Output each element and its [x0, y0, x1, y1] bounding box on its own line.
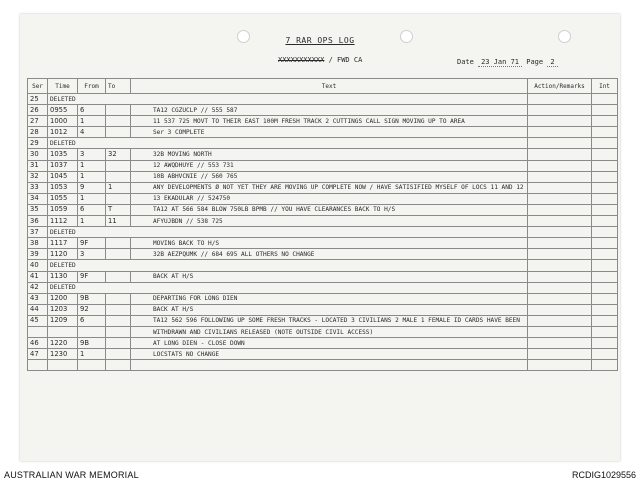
- cell-to: 32: [106, 149, 131, 160]
- cell-int: [592, 171, 618, 182]
- header-text: Text: [131, 79, 528, 94]
- cell-int: [592, 293, 618, 304]
- page-label: Page: [526, 58, 544, 66]
- cell-action: [528, 182, 592, 193]
- cell-to: [106, 127, 131, 138]
- cell-to: [106, 249, 131, 260]
- cell-time: 1045: [48, 171, 78, 182]
- cell-ser: 47: [28, 349, 48, 360]
- cell-int: [592, 349, 618, 360]
- log-row: [28, 116, 618, 127]
- log-row: [28, 171, 618, 182]
- log-row: [28, 238, 618, 249]
- cell-action: [528, 315, 592, 326]
- header-action: Action/Remarks: [528, 79, 592, 94]
- cell-to: [106, 105, 131, 116]
- cell-from: [78, 360, 106, 371]
- cell-action: [528, 94, 592, 105]
- cell-time: 1117: [48, 238, 78, 249]
- cell-action: [528, 127, 592, 138]
- log-row: [28, 127, 618, 138]
- cell-time: 1037: [48, 160, 78, 171]
- cell-ser: [28, 360, 48, 371]
- cell-from: 9F: [78, 238, 106, 249]
- cell-ser: 41: [28, 271, 48, 282]
- cell-action: [528, 260, 592, 271]
- cell-to: [106, 116, 131, 127]
- cell-int: [592, 282, 618, 293]
- cell-action: [528, 338, 592, 349]
- cell-ser: 31: [28, 160, 48, 171]
- cell-action: [528, 326, 592, 337]
- cell-int: [592, 105, 618, 116]
- footer-source: AUSTRALIAN WAR MEMORIAL: [4, 470, 139, 480]
- cell-text: MOVING BACK TO H/S: [131, 238, 528, 249]
- cell-int: [592, 326, 618, 337]
- cell-deleted: DELETED: [48, 282, 528, 293]
- cell-int: [592, 127, 618, 138]
- log-row: [28, 271, 618, 282]
- cell-text: Ser 3 COMPLETE: [131, 127, 528, 138]
- cell-int: [592, 338, 618, 349]
- cell-from: [78, 326, 106, 337]
- cell-time: 1059: [48, 204, 78, 215]
- cell-ser: 32: [28, 171, 48, 182]
- cell-ser: 37: [28, 227, 48, 238]
- cell-text: BACK AT H/S: [131, 304, 528, 315]
- cell-text: TA12 CGZUCLP // 555 587: [131, 105, 528, 116]
- cell-time: 1035: [48, 149, 78, 160]
- cell-from: 1: [78, 216, 106, 227]
- log-row: [28, 304, 618, 315]
- cell-action: [528, 271, 592, 282]
- cell-ser: 45: [28, 315, 48, 326]
- cell-ser: 42: [28, 282, 48, 293]
- cell-time: 1230: [48, 349, 78, 360]
- header-row: [28, 79, 618, 94]
- log-row: [28, 315, 618, 326]
- cell-text: AFYUJBDN // 538 725: [131, 216, 528, 227]
- cell-int: [592, 160, 618, 171]
- cell-text: WITHDRAWN AND CIVILIANS RELEASED (NOTE OUTSIDE CIVIL ACCESS): [131, 326, 528, 337]
- cell-from: 9: [78, 182, 106, 193]
- cell-action: [528, 105, 592, 116]
- cell-from: 6: [78, 204, 106, 215]
- log-row: [28, 216, 618, 227]
- cell-int: [592, 138, 618, 149]
- log-row: [28, 204, 618, 215]
- unit-struck: XXXXXXXXXXX: [278, 56, 325, 64]
- cell-ser: 40: [28, 260, 48, 271]
- cell-to: [106, 293, 131, 304]
- cell-time: 0955: [48, 105, 78, 116]
- cell-from: 3: [78, 249, 106, 260]
- cell-text: 11 537 725 MOVT TO THEIR EAST 100M FRESH TRACK 2 CUTTINGS CALL SIGN MOVING UP TO AREA: [131, 116, 528, 127]
- cell-text: BACK AT H/S: [131, 271, 528, 282]
- cell-time: 1120: [48, 249, 78, 260]
- cell-ser: [28, 326, 48, 337]
- cell-int: [592, 304, 618, 315]
- cell-to: T: [106, 204, 131, 215]
- log-row: [28, 182, 618, 193]
- unit-line: [278, 56, 362, 64]
- cell-int: [592, 238, 618, 249]
- log-row: [28, 138, 618, 149]
- cell-text: LOCSTATS NO CHANGE: [131, 349, 528, 360]
- cell-time: 1200: [48, 293, 78, 304]
- cell-int: [592, 360, 618, 371]
- cell-from: 6: [78, 105, 106, 116]
- cell-ser: 35: [28, 204, 48, 215]
- cell-action: [528, 349, 592, 360]
- cell-deleted: DELETED: [48, 138, 528, 149]
- cell-from: 1: [78, 171, 106, 182]
- log-row: [28, 105, 618, 116]
- cell-action: [528, 216, 592, 227]
- cell-to: [106, 338, 131, 349]
- cell-text: ANY DEVELOPMENTS Ø NOT YET THEY ARE MOVING UP COMPLETE NOW / HAVE SATISIFIED MYSELF OF LOCS 11 AND 12: [131, 182, 528, 193]
- cell-ser: 39: [28, 249, 48, 260]
- log-row: [28, 193, 618, 204]
- cell-int: [592, 193, 618, 204]
- log-sheet: [20, 14, 620, 461]
- cell-text: TA12 562 596 FOLLOWING UP SOME FRESH TRACKS - LOCATED 3 CIVILIANS 2 MALE 1 FEMALE ID CARDS HAVE BEEN: [131, 315, 528, 326]
- cell-action: [528, 249, 592, 260]
- cell-from: 9B: [78, 293, 106, 304]
- cell-action: [528, 204, 592, 215]
- cell-action: [528, 293, 592, 304]
- cell-ser: 34: [28, 193, 48, 204]
- cell-text: TA12 AT 566 584 BLOW 750LB BPMB // YOU HAVE CLEARANCES BACK TO H/S: [131, 204, 528, 215]
- cell-ser: 43: [28, 293, 48, 304]
- cell-action: [528, 149, 592, 160]
- cell-time: [48, 360, 78, 371]
- unit-suffix: / FWD CA: [324, 56, 363, 64]
- cell-text: 32B MOVING NORTH: [131, 149, 528, 160]
- cell-from: 1: [78, 193, 106, 204]
- cell-text: 12 AWQDHUYE // 553 731: [131, 160, 528, 171]
- cell-time: 1209: [48, 315, 78, 326]
- date-label: Date: [457, 58, 474, 66]
- cell-int: [592, 216, 618, 227]
- cell-time: 1055: [48, 193, 78, 204]
- cell-time: 1112: [48, 216, 78, 227]
- cell-int: [592, 94, 618, 105]
- log-row: [28, 227, 618, 238]
- cell-int: [592, 116, 618, 127]
- cell-ser: 26: [28, 105, 48, 116]
- cell-ser: 27: [28, 116, 48, 127]
- cell-int: [592, 271, 618, 282]
- cell-deleted: DELETED: [48, 260, 528, 271]
- cell-time: 1053: [48, 182, 78, 193]
- cell-action: [528, 360, 592, 371]
- log-row: [28, 338, 618, 349]
- cell-from: 1: [78, 160, 106, 171]
- cell-time: [48, 326, 78, 337]
- log-row: [28, 349, 618, 360]
- log-row: [28, 326, 618, 337]
- cell-ser: 38: [28, 238, 48, 249]
- cell-from: 4: [78, 127, 106, 138]
- cell-to: 1: [106, 182, 131, 193]
- cell-ser: 28: [28, 127, 48, 138]
- header-from: From: [78, 79, 106, 94]
- cell-ser: 36: [28, 216, 48, 227]
- log-row: [28, 249, 618, 260]
- header-int: Int: [592, 79, 618, 94]
- cell-from: 6: [78, 315, 106, 326]
- cell-text: [131, 360, 528, 371]
- cell-action: [528, 160, 592, 171]
- cell-text: 13 EKADULAR // 524750: [131, 193, 528, 204]
- cell-deleted: DELETED: [48, 94, 528, 105]
- log-row: [28, 360, 618, 371]
- cell-time: 1203: [48, 304, 78, 315]
- cell-ser: 29: [28, 138, 48, 149]
- cell-int: [592, 249, 618, 260]
- cell-int: [592, 182, 618, 193]
- cell-to: 11: [106, 216, 131, 227]
- date-page-line: [457, 58, 558, 66]
- cell-to: [106, 315, 131, 326]
- cell-from: 1: [78, 116, 106, 127]
- cell-from: 3: [78, 149, 106, 160]
- log-row: [28, 293, 618, 304]
- cell-int: [592, 315, 618, 326]
- cell-to: [106, 171, 131, 182]
- cell-to: [106, 160, 131, 171]
- cell-text: 32B AEZPQUMK // 684 695 ALL OTHERS NO CHANGE: [131, 249, 528, 260]
- cell-action: [528, 193, 592, 204]
- log-row: [28, 94, 618, 105]
- ops-log-table: [27, 78, 618, 371]
- cell-to: [106, 349, 131, 360]
- cell-time: 1000: [48, 116, 78, 127]
- header-to: To: [106, 79, 131, 94]
- cell-to: [106, 271, 131, 282]
- log-body: [28, 94, 618, 371]
- cell-text: DEPARTING FOR LONG DIEN: [131, 293, 528, 304]
- log-row: [28, 260, 618, 271]
- cell-action: [528, 138, 592, 149]
- header-time: Time: [48, 79, 78, 94]
- cell-time: 1130: [48, 271, 78, 282]
- footer-reference: RCDIG1029556: [571, 470, 636, 480]
- cell-time: 1012: [48, 127, 78, 138]
- cell-int: [592, 260, 618, 271]
- cell-to: [106, 326, 131, 337]
- cell-text: AT LONG DIEN - CLOSE DOWN: [131, 338, 528, 349]
- page-value: 2: [547, 58, 557, 67]
- log-row: [28, 149, 618, 160]
- cell-int: [592, 204, 618, 215]
- cell-action: [528, 116, 592, 127]
- cell-int: [592, 149, 618, 160]
- cell-action: [528, 227, 592, 238]
- cell-deleted: DELETED: [48, 227, 528, 238]
- cell-ser: 44: [28, 304, 48, 315]
- cell-action: [528, 171, 592, 182]
- log-row: [28, 282, 618, 293]
- date-value: 23 Jan 71: [478, 58, 522, 67]
- cell-ser: 33: [28, 182, 48, 193]
- cell-to: [106, 304, 131, 315]
- cell-time: 1220: [48, 338, 78, 349]
- log-row: [28, 160, 618, 171]
- cell-to: [106, 360, 131, 371]
- cell-int: [592, 227, 618, 238]
- cell-ser: 46: [28, 338, 48, 349]
- cell-ser: 30: [28, 149, 48, 160]
- cell-action: [528, 238, 592, 249]
- document-title: 7 RAR OPS LOG: [285, 36, 355, 45]
- cell-action: [528, 304, 592, 315]
- cell-from: 1: [78, 349, 106, 360]
- header-ser: Ser: [28, 79, 48, 94]
- cell-text: 10B ABHVCNIE // 560 765: [131, 171, 528, 182]
- cell-from: 9B: [78, 338, 106, 349]
- cell-from: 9F: [78, 271, 106, 282]
- cell-to: [106, 193, 131, 204]
- cell-to: [106, 238, 131, 249]
- cell-from: 92: [78, 304, 106, 315]
- cell-action: [528, 282, 592, 293]
- cell-ser: 25: [28, 94, 48, 105]
